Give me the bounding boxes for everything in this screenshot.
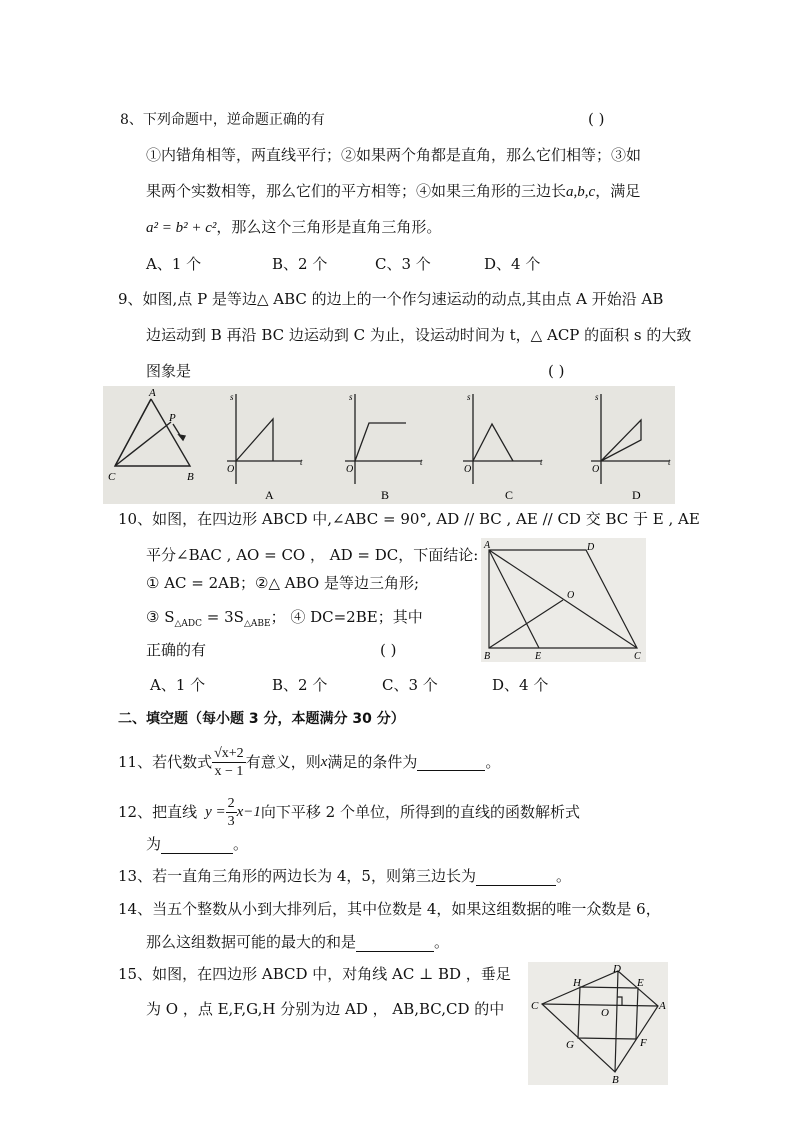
graph-b-label: B xyxy=(381,488,390,502)
svg-text:O: O xyxy=(601,1007,609,1019)
q9-label-b: B xyxy=(187,471,194,483)
section2-heading: 二、填空题（每小题 3 分，本题满分 30 分） xyxy=(118,711,405,727)
graph-b xyxy=(345,394,421,484)
graph-a-label: A xyxy=(265,488,274,502)
svg-text:O: O xyxy=(592,464,600,475)
q12-fraction: $\frac{2}{3}$ xyxy=(227,795,235,829)
q8-option-c: C、3 个 xyxy=(375,255,431,273)
svg-text:D: D xyxy=(613,963,621,975)
q15-line1: 15、如图，在四边形 ABCD 中，对角线 AC ⊥ BD ，垂足 xyxy=(118,965,511,983)
svg-text:t: t xyxy=(420,457,423,467)
q12-answer-blank[interactable] xyxy=(161,837,233,854)
svg-text:s: s xyxy=(467,392,471,402)
q8-stem: 8、下列命题中，逆命题正确的有 xyxy=(120,112,325,128)
svg-text:s: s xyxy=(595,392,599,402)
q9-line2: 边运动到 B 再沿 BC 边运动到 C 为止，设运动时间为 t，△ ACP 的面积 s 的大致 xyxy=(146,326,692,344)
svg-text:O: O xyxy=(567,590,575,601)
svg-text:D: D xyxy=(587,542,595,553)
svg-text:H: H xyxy=(573,977,581,989)
svg-text:G: G xyxy=(566,1039,574,1051)
svg-text:O: O xyxy=(464,464,472,475)
q10-line4: ③ $S_{\triangle ADC} = 3S_{\triangle ABE}$； ④ DC=2BE；其中 xyxy=(146,608,423,629)
q10-option-a: A、1 个 xyxy=(150,676,206,694)
q10-option-b: B、2 个 xyxy=(272,676,328,694)
q8-answer-paren: ( ) xyxy=(588,110,605,128)
graph-c-label: C xyxy=(505,488,514,502)
q9-line1: 9、如图,点 P 是等边△ ABC 的边上的一个作匀速运动的动点,其由点 A 开始沿 AB xyxy=(118,290,664,308)
graph-d xyxy=(591,394,669,484)
q12-line2: 为 。 xyxy=(146,835,249,853)
svg-text:A: A xyxy=(484,540,491,551)
q10-option-d: D、4 个 xyxy=(492,676,549,694)
q14-line2: 那么这组数据可能的最大的和是 。 xyxy=(146,933,450,951)
q8-line3: a² = b² + c²，那么这个三角形是直角三角形。 xyxy=(146,218,442,236)
q11-line: 11、若代数式 $\frac{√x+2}{x - 1}$ 有意义，则 x 满足的条件为 。 xyxy=(118,745,501,779)
q10-line1: 10、如图，在四边形 ABCD 中,∠ABC = 90°, AD // BC , AE // CD 交 BC 于 E , AE xyxy=(118,510,700,528)
q10-answer-paren: ( ) xyxy=(380,641,397,659)
q15-figure xyxy=(528,962,668,1085)
q14-answer-blank[interactable] xyxy=(356,935,434,952)
q10-option-c: C、3 个 xyxy=(382,676,438,694)
svg-text:t: t xyxy=(300,457,303,467)
svg-text:O: O xyxy=(227,464,235,475)
svg-text:F: F xyxy=(640,1037,647,1049)
q13-line: 13、若一直角三角形的两边长为 4，5，则第三边长为 。 xyxy=(118,867,571,885)
svg-text:E: E xyxy=(637,977,644,989)
svg-text:C: C xyxy=(531,1000,539,1012)
q9-label-a: A xyxy=(149,387,156,399)
svg-text:E: E xyxy=(535,651,542,662)
graph-c xyxy=(463,394,541,484)
svg-text:A: A xyxy=(659,1000,666,1012)
q8-option-b: B、2 个 xyxy=(272,255,328,273)
q10-line3: ① AC = 2AB；②△ ABO 是等边三角形; xyxy=(146,574,420,592)
svg-text:t: t xyxy=(668,457,671,467)
svg-text:s: s xyxy=(230,392,234,402)
q9-label-c: C xyxy=(108,471,116,483)
svg-text:C: C xyxy=(634,651,641,662)
q10-line5: 正确的有 xyxy=(146,641,207,659)
graph-a xyxy=(227,394,301,484)
svg-text:B: B xyxy=(612,1074,619,1085)
q8-line1: ①内错角相等，两直线平行；②如果两个角都是直角，那么它们相等；③如 xyxy=(146,146,642,164)
q9-label-p: P xyxy=(169,412,176,424)
q9-figure-strip xyxy=(103,386,675,504)
svg-text:s: s xyxy=(349,392,353,402)
q8-option-d: D、4 个 xyxy=(484,255,541,273)
graph-d-label: D xyxy=(632,488,641,502)
q9-answer-paren: ( ) xyxy=(548,362,565,380)
q10-line2: 平分∠BAC , AO = CO ， AD = DC，下面结论: xyxy=(146,546,479,564)
q8-option-a: A、1 个 xyxy=(146,255,202,273)
svg-text:B: B xyxy=(484,651,491,662)
q14-line1: 14、当五个整数从小到大排列后，其中位数是 4，如果这组数据的唯一众数是 6， xyxy=(118,900,661,918)
q10-figure xyxy=(481,538,646,662)
q15-line2: 为 O ，点 E,F,G,H 分别为边 AD ， AB,BC,CD 的中 xyxy=(146,1000,505,1018)
q9-line3: 图象是 xyxy=(146,362,192,380)
q11-answer-blank[interactable] xyxy=(417,754,485,771)
q8-line2: 果两个实数相等，那么它们的平方相等；④如果三角形的三边长a,b,c，满足 xyxy=(146,182,641,200)
q9-figures-svg xyxy=(103,386,675,504)
q12-line1: 12、把直线 y = $\frac{2}{3}$ x−1 向下平移 2 个单位，所得到的直线的函数解析式 xyxy=(118,795,580,829)
q13-answer-blank[interactable] xyxy=(476,869,556,886)
svg-text:t: t xyxy=(540,457,543,467)
q11-fraction: $\frac{√x+2}{x - 1}$ xyxy=(214,745,244,779)
svg-text:O: O xyxy=(346,464,354,475)
q9-triangle-figure xyxy=(115,399,190,466)
